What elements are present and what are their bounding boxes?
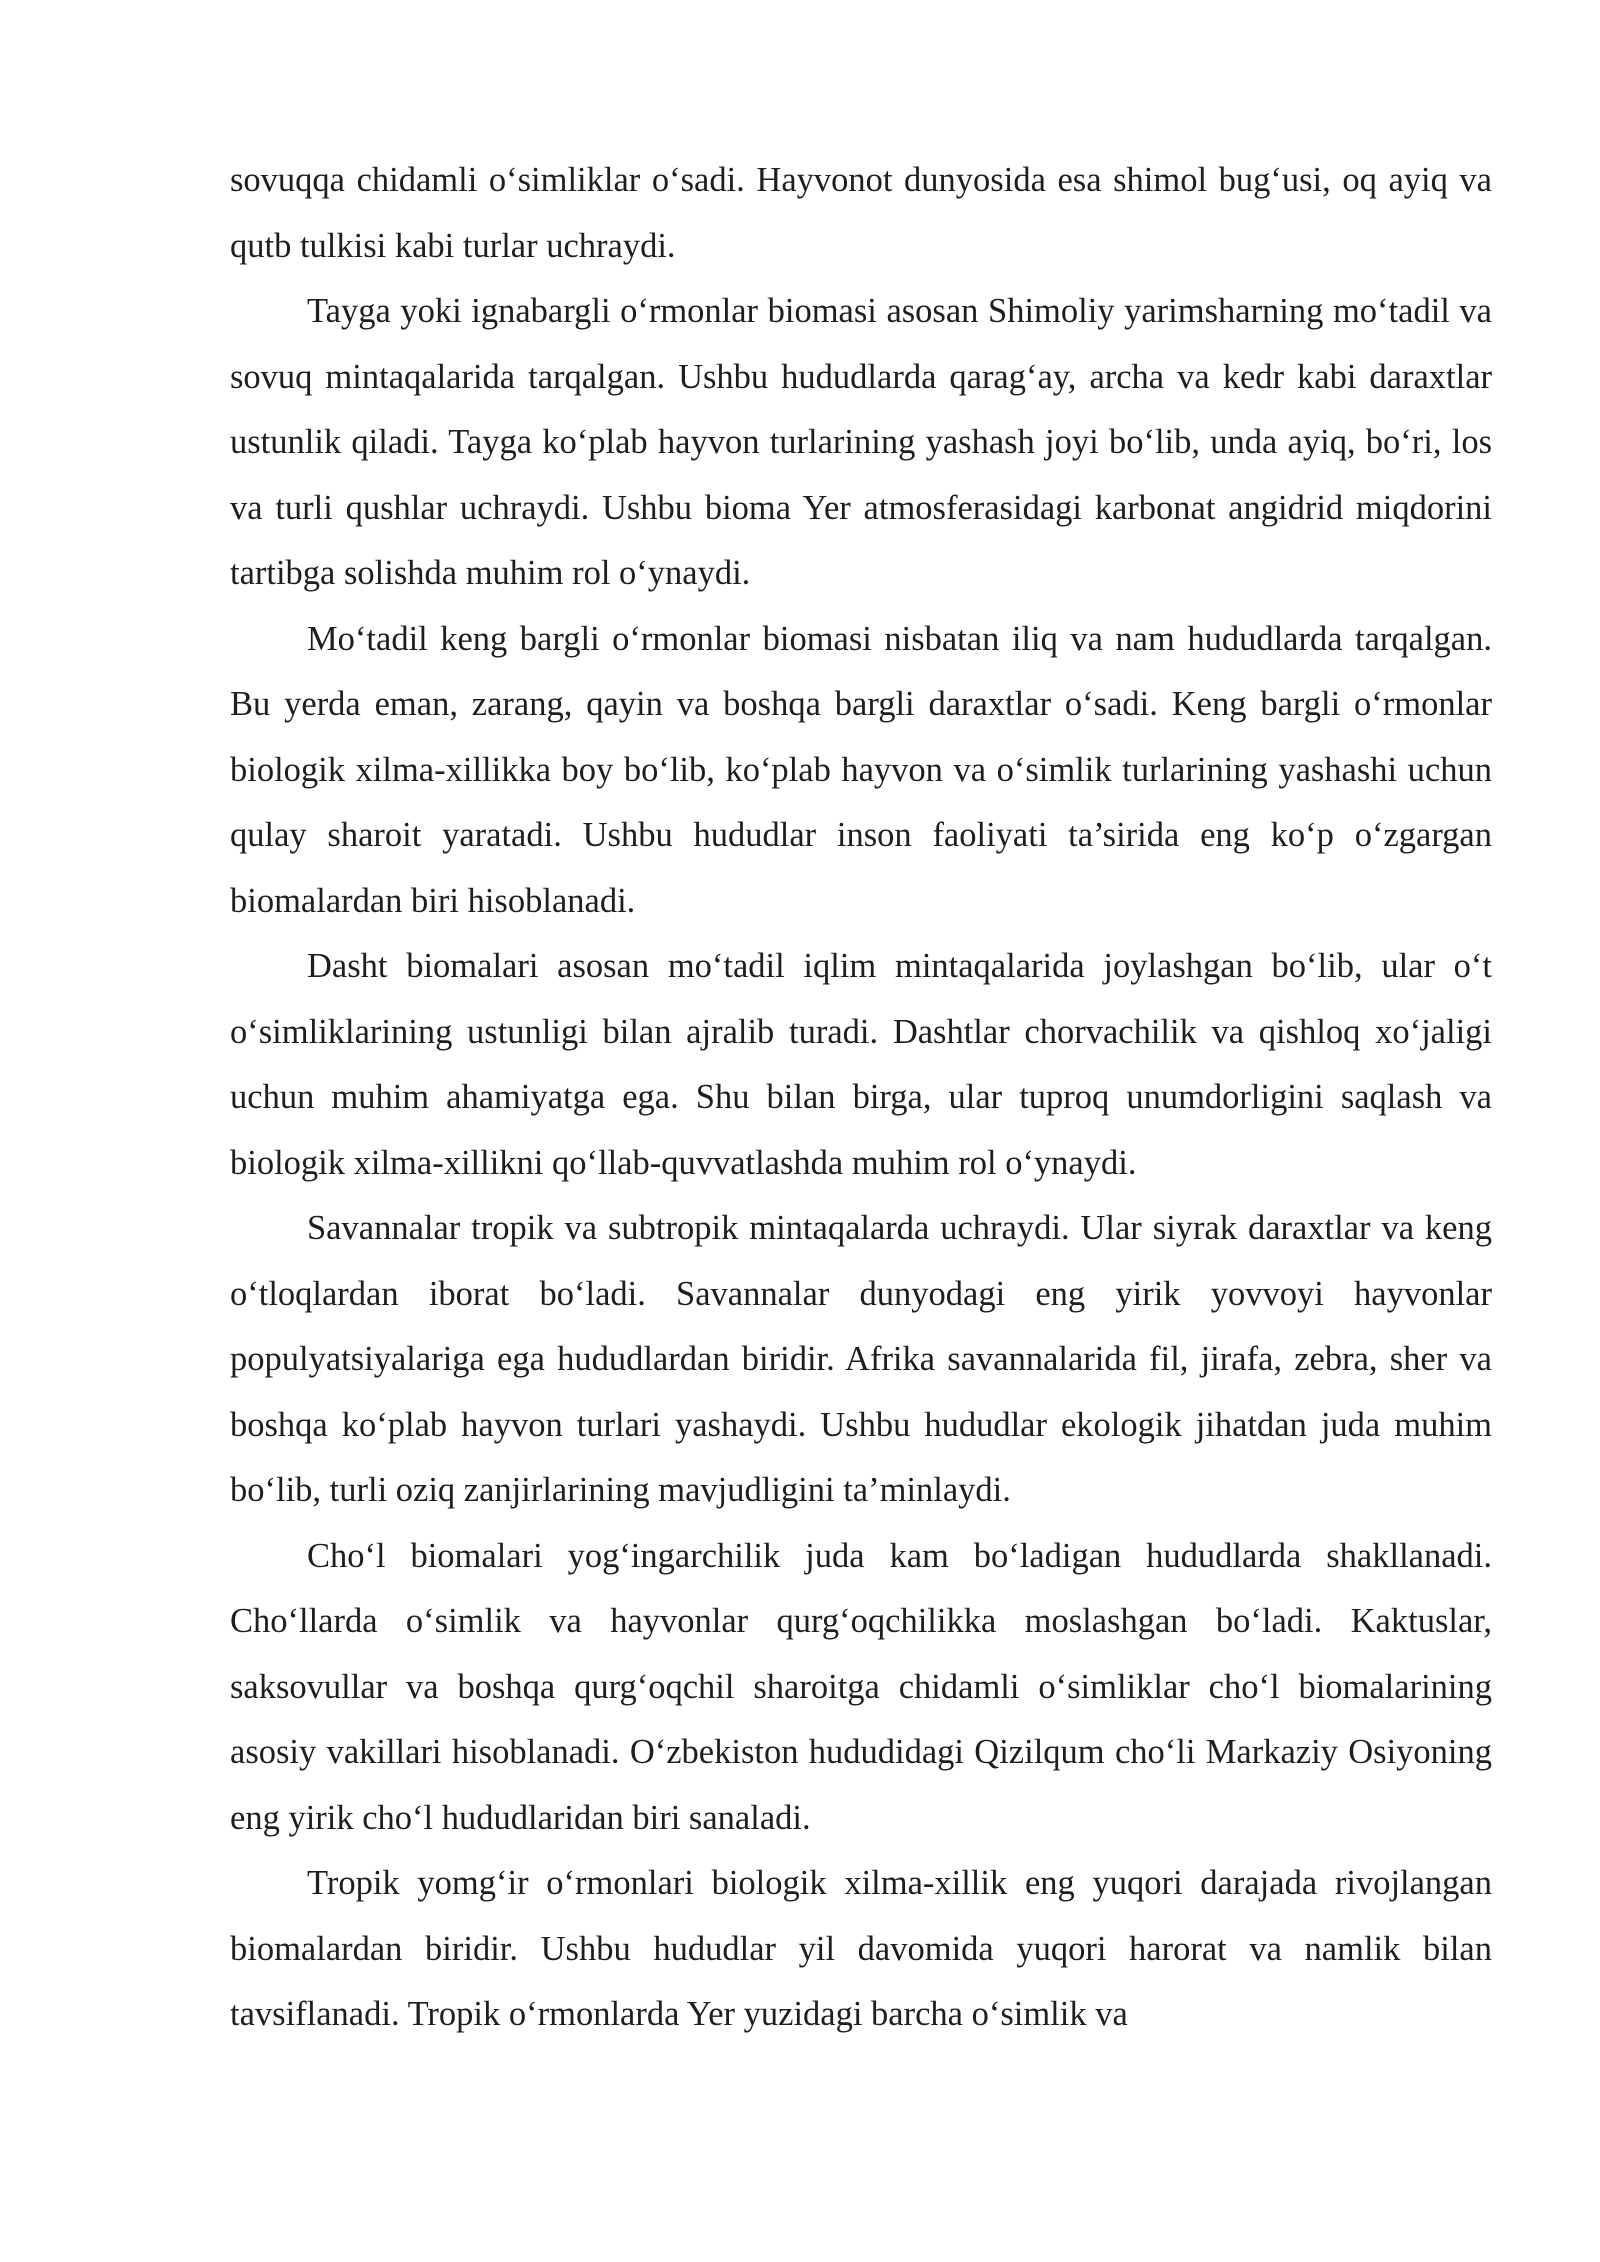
paragraph-desert: Cho‘l biomalari yog‘ingarchilik juda kam bo‘ladigan hududlarda shakllanadi. Cho‘llarda o‘simlik va hayvonlar qurg‘oqchilikka moslashgan bo‘ladi. Kaktuslar, saksovullar va boshqa qurg‘oqchil sharoitga chidamli o‘simliklar cho‘l biomalarining asosiy vakillari hisoblanadi. O‘zbekiston hududidagi Qizilqum cho‘li Markaziy Osiyoning eng yirik cho‘l hududlaridan biri sanaladi.	[230, 1536, 1492, 1837]
paragraph-taiga: Tayga yoki ignabargli o‘rmonlar biomasi asosan Shimoliy yarimsharning mo‘tadil va sovuq mintaqalarida tarqalgan. Ushbu hududlarda qarag‘ay, archa va kedr kabi daraxtlar ustunlik qiladi. Tayga ko‘plab hayvon turlarining yashash joyi bo‘lib, unda ayiq, bo‘ri, los va turli qushlar uchraydi. Ushbu bioma Yer atmosferasidagi karbonat angidrid miqdorini tartibga solishda muhim rol o‘ynaydi.	[230, 292, 1492, 592]
body-text	[230, 148, 1492, 2048]
paragraph-continued: sovuqqa chidamli o‘simliklar o‘sadi. Hayvonot dunyosida esa shimol bug‘usi, oq ayiq va qutb tulkisi kabi turlar uchraydi.	[230, 161, 1492, 265]
paragraph-temperate-forest: Mo‘tadil keng bargli o‘rmonlar biomasi nisbatan iliq va nam hududlarda tarqalgan. Bu yerda eman, zarang, qayin va boshqa bargli daraxtlar o‘sadi. Keng bargli o‘rmonlar biologik xilma-xillikka boy bo‘lib, ko‘plab hayvon va o‘simlik turlarining yashashi uchun qulay sharoit yaratadi. Ushbu hududlar inson faoliyati ta’sirida eng ko‘p o‘zgargan biomalardan biri hisoblanadi.	[230, 619, 1492, 920]
paragraph-savanna: Savannalar tropik va subtropik mintaqalarda uchraydi. Ular siyrak daraxtlar va keng o‘tloqlardan iborat bo‘ladi. Savannalar dunyodagi eng yirik yovvoyi hayvonlar populyatsiyalariga ega hududlardan biridir. Afrika savannalarida fil, jirafa, zebra, sher va boshqa ko‘plab hayvon turlari yashaydi. Ushbu hududlar ekologik jihatdan juda muhim bo‘lib, turli oziq zanjirlarining mavjudligini ta’minlaydi.	[230, 1209, 1492, 1509]
paragraph-steppe: Dasht biomalari asosan mo‘tadil iqlim mintaqalarida joylashgan bo‘lib, ular o‘t o‘simliklarining ustunligi bilan ajralib turadi. Dashtlar chorvachilik va qishloq xo‘jaligi uchun muhim ahamiyatga ega. Shu bilan birga, ular tuproq unumdorligini saqlash va biologik xilma-xillikni qo‘llab-quvvatlashda muhim rol o‘ynaydi.	[230, 947, 1492, 1182]
paragraph-tropical-rainforest: Tropik yomg‘ir o‘rmonlari biologik xilma-xillik eng yuqori darajada rivojlangan biomalardan biridir. Ushbu hududlar yil davomida yuqori harorat va namlik bilan tavsiflanadi. Tropik o‘rmonlarda Yer yuzidagi barcha o‘simlik va	[230, 1864, 1492, 2033]
